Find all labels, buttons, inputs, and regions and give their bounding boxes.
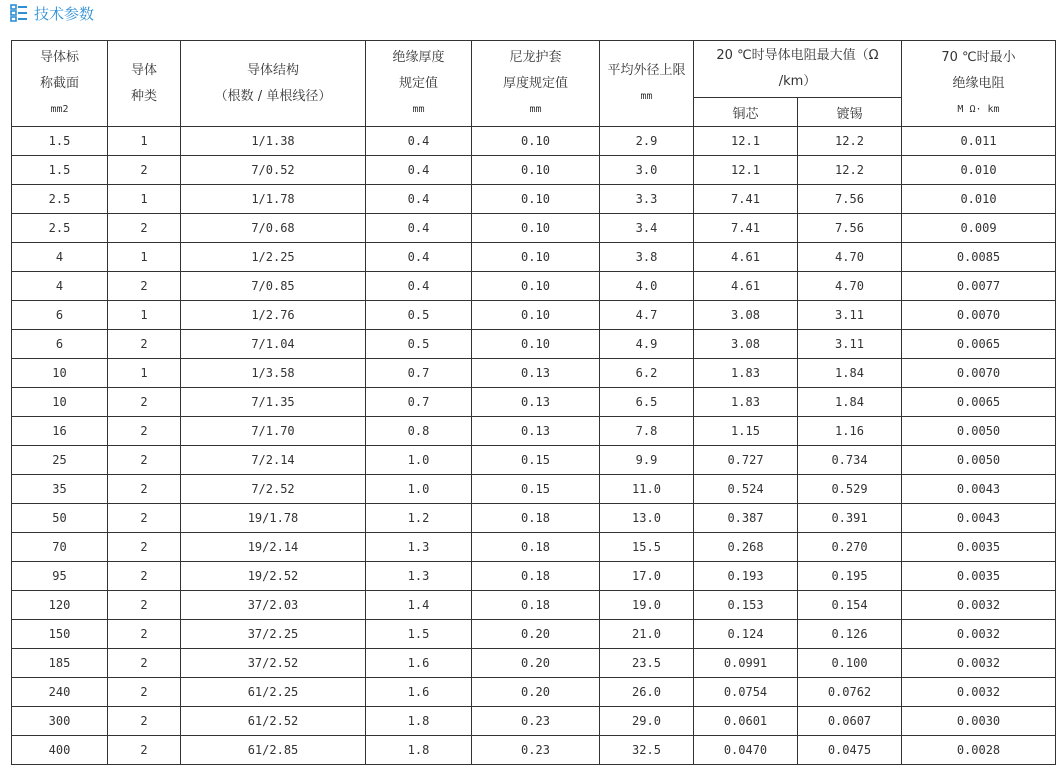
cell-insulation: 1.6 xyxy=(366,678,472,707)
cell-type: 1 xyxy=(108,301,181,330)
cell-diameter: 11.0 xyxy=(600,475,694,504)
cell-insulation: 0.4 xyxy=(366,127,472,156)
cell-type: 2 xyxy=(108,330,181,359)
cell-res-copper: 0.0991 xyxy=(694,649,798,678)
table-row xyxy=(12,272,1056,301)
cell-insulation: 0.5 xyxy=(366,330,472,359)
cell-type: 2 xyxy=(108,533,181,562)
cell-nylon: 0.13 xyxy=(472,388,600,417)
cell-res-tinned: 12.2 xyxy=(798,127,902,156)
cell-structure: 7/0.85 xyxy=(181,272,366,301)
cell-nylon: 0.15 xyxy=(472,475,600,504)
cell-res-tinned: 0.195 xyxy=(798,562,902,591)
table-row xyxy=(12,620,1056,649)
col-header-type: 导体 种类 xyxy=(108,41,181,127)
cell-diameter: 2.9 xyxy=(600,127,694,156)
cell-nylon: 0.10 xyxy=(472,185,600,214)
list-icon xyxy=(10,4,28,22)
cell-area: 150 xyxy=(12,620,108,649)
cell-insulation: 1.3 xyxy=(366,562,472,591)
cell-structure: 7/0.68 xyxy=(181,214,366,243)
table-row xyxy=(12,127,1056,156)
cell-nylon: 0.10 xyxy=(472,214,600,243)
cell-res-tinned: 4.70 xyxy=(798,272,902,301)
cell-structure: 61/2.25 xyxy=(181,678,366,707)
cell-res-tinned: 0.0762 xyxy=(798,678,902,707)
table-row xyxy=(12,736,1056,765)
cell-insulation-resistance: 0.0070 xyxy=(902,301,1056,330)
cell-diameter: 26.0 xyxy=(600,678,694,707)
cell-res-copper: 0.124 xyxy=(694,620,798,649)
cell-area: 10 xyxy=(12,388,108,417)
cell-insulation-resistance: 0.0032 xyxy=(902,649,1056,678)
cell-structure: 7/2.52 xyxy=(181,475,366,504)
cell-insulation-resistance: 0.009 xyxy=(902,214,1056,243)
cell-type: 2 xyxy=(108,736,181,765)
cell-res-copper: 0.0754 xyxy=(694,678,798,707)
cell-insulation-resistance: 0.0028 xyxy=(902,736,1056,765)
table-row xyxy=(12,707,1056,736)
table-row xyxy=(12,504,1056,533)
cell-diameter: 4.7 xyxy=(600,301,694,330)
cell-insulation: 0.7 xyxy=(366,388,472,417)
cell-area: 50 xyxy=(12,504,108,533)
cell-area: 1.5 xyxy=(12,156,108,185)
cell-diameter: 3.3 xyxy=(600,185,694,214)
cell-res-tinned: 1.84 xyxy=(798,388,902,417)
cell-area: 6 xyxy=(12,301,108,330)
cell-nylon: 0.10 xyxy=(472,243,600,272)
cell-diameter: 23.5 xyxy=(600,649,694,678)
cell-diameter: 4.9 xyxy=(600,330,694,359)
cell-res-copper: 4.61 xyxy=(694,272,798,301)
cell-insulation-resistance: 0.0032 xyxy=(902,591,1056,620)
cell-nylon: 0.15 xyxy=(472,446,600,475)
cell-area: 10 xyxy=(12,359,108,388)
table-row xyxy=(12,185,1056,214)
cell-insulation: 1.8 xyxy=(366,707,472,736)
cell-insulation-resistance: 0.0050 xyxy=(902,417,1056,446)
cell-res-tinned: 0.0475 xyxy=(798,736,902,765)
cell-diameter: 9.9 xyxy=(600,446,694,475)
cell-area: 4 xyxy=(12,243,108,272)
cell-res-tinned: 0.734 xyxy=(798,446,902,475)
cell-type: 2 xyxy=(108,620,181,649)
cell-res-copper: 12.1 xyxy=(694,156,798,185)
cell-nylon: 0.10 xyxy=(472,156,600,185)
cell-res-tinned: 3.11 xyxy=(798,330,902,359)
cell-area: 25 xyxy=(12,446,108,475)
cell-res-tinned: 0.391 xyxy=(798,504,902,533)
table-row xyxy=(12,243,1056,272)
cell-insulation-resistance: 0.0085 xyxy=(902,243,1056,272)
cell-nylon: 0.23 xyxy=(472,707,600,736)
cell-insulation: 1.0 xyxy=(366,446,472,475)
cell-res-tinned: 1.84 xyxy=(798,359,902,388)
cell-diameter: 3.0 xyxy=(600,156,694,185)
cell-structure: 61/2.85 xyxy=(181,736,366,765)
cell-structure: 1/1.38 xyxy=(181,127,366,156)
cell-nylon: 0.10 xyxy=(472,330,600,359)
cell-insulation: 1.0 xyxy=(366,475,472,504)
cell-structure: 1/2.25 xyxy=(181,243,366,272)
cell-res-copper: 3.08 xyxy=(694,301,798,330)
cell-insulation: 1.5 xyxy=(366,620,472,649)
cell-res-copper: 3.08 xyxy=(694,330,798,359)
cell-nylon: 0.20 xyxy=(472,649,600,678)
table-row xyxy=(12,591,1056,620)
cell-diameter: 3.4 xyxy=(600,214,694,243)
cell-insulation-resistance: 0.0050 xyxy=(902,446,1056,475)
cell-nylon: 0.18 xyxy=(472,562,600,591)
table-row xyxy=(12,214,1056,243)
cell-structure: 1/2.76 xyxy=(181,301,366,330)
cell-res-copper: 0.268 xyxy=(694,533,798,562)
cell-type: 2 xyxy=(108,214,181,243)
cell-type: 1 xyxy=(108,243,181,272)
col-header-diameter: 平均外径上限 mm xyxy=(600,41,694,127)
cell-nylon: 0.10 xyxy=(472,272,600,301)
table-row xyxy=(12,446,1056,475)
cell-area: 1.5 xyxy=(12,127,108,156)
cell-nylon: 0.10 xyxy=(472,127,600,156)
cell-nylon: 0.13 xyxy=(472,417,600,446)
cell-res-copper: 7.41 xyxy=(694,214,798,243)
cell-area: 185 xyxy=(12,649,108,678)
cell-type: 2 xyxy=(108,504,181,533)
cell-nylon: 0.20 xyxy=(472,678,600,707)
cell-area: 70 xyxy=(12,533,108,562)
cell-insulation-resistance: 0.0032 xyxy=(902,620,1056,649)
cell-structure: 37/2.52 xyxy=(181,649,366,678)
cell-insulation: 1.2 xyxy=(366,504,472,533)
cell-insulation: 0.4 xyxy=(366,214,472,243)
cell-res-tinned: 0.126 xyxy=(798,620,902,649)
cell-res-tinned: 12.2 xyxy=(798,156,902,185)
cell-res-tinned: 3.11 xyxy=(798,301,902,330)
col-header-nylon: 尼龙护套 厚度规定值 mm xyxy=(472,41,600,127)
table-row xyxy=(12,475,1056,504)
spec-table xyxy=(11,40,1056,765)
cell-insulation: 0.4 xyxy=(366,156,472,185)
cell-structure: 7/1.35 xyxy=(181,388,366,417)
cell-res-tinned: 0.529 xyxy=(798,475,902,504)
cell-res-tinned: 0.0607 xyxy=(798,707,902,736)
cell-diameter: 32.5 xyxy=(600,736,694,765)
cell-nylon: 0.10 xyxy=(472,301,600,330)
table-row xyxy=(12,156,1056,185)
cell-diameter: 29.0 xyxy=(600,707,694,736)
cell-diameter: 15.5 xyxy=(600,533,694,562)
cell-diameter: 17.0 xyxy=(600,562,694,591)
cell-type: 2 xyxy=(108,417,181,446)
col-header-insulation-resistance: 70 ℃时最小 绝缘电阻 M Ω· km xyxy=(902,41,1056,127)
cell-type: 2 xyxy=(108,562,181,591)
cell-res-copper: 12.1 xyxy=(694,127,798,156)
cell-nylon: 0.13 xyxy=(472,359,600,388)
table-body xyxy=(12,127,1056,765)
cell-area: 2.5 xyxy=(12,185,108,214)
cell-insulation: 0.5 xyxy=(366,301,472,330)
cell-type: 2 xyxy=(108,446,181,475)
table-row xyxy=(12,330,1056,359)
cell-insulation: 1.4 xyxy=(366,591,472,620)
cell-res-copper: 1.83 xyxy=(694,359,798,388)
cell-structure: 1/3.58 xyxy=(181,359,366,388)
cell-res-copper: 0.0470 xyxy=(694,736,798,765)
cell-diameter: 4.0 xyxy=(600,272,694,301)
cell-insulation-resistance: 0.0070 xyxy=(902,359,1056,388)
table-row xyxy=(12,301,1056,330)
cell-res-copper: 7.41 xyxy=(694,185,798,214)
cell-insulation-resistance: 0.0035 xyxy=(902,562,1056,591)
table-row xyxy=(12,562,1056,591)
cell-diameter: 7.8 xyxy=(600,417,694,446)
col-header-tinned: 镀锡 xyxy=(798,98,902,127)
cell-type: 2 xyxy=(108,678,181,707)
cell-structure: 37/2.03 xyxy=(181,591,366,620)
cell-res-copper: 0.0601 xyxy=(694,707,798,736)
cell-type: 2 xyxy=(108,649,181,678)
cell-type: 2 xyxy=(108,707,181,736)
cell-structure: 37/2.25 xyxy=(181,620,366,649)
cell-type: 1 xyxy=(108,185,181,214)
cell-structure: 19/1.78 xyxy=(181,504,366,533)
cell-insulation: 0.4 xyxy=(366,185,472,214)
cell-area: 6 xyxy=(12,330,108,359)
cell-type: 1 xyxy=(108,127,181,156)
cell-insulation: 0.7 xyxy=(366,359,472,388)
cell-structure: 7/1.04 xyxy=(181,330,366,359)
table-row xyxy=(12,533,1056,562)
section-title: 技术参数 xyxy=(34,4,95,23)
cell-diameter: 6.5 xyxy=(600,388,694,417)
cell-diameter: 3.8 xyxy=(600,243,694,272)
cell-area: 95 xyxy=(12,562,108,591)
cell-res-tinned: 4.70 xyxy=(798,243,902,272)
cell-res-tinned: 0.100 xyxy=(798,649,902,678)
cell-diameter: 6.2 xyxy=(600,359,694,388)
section-header xyxy=(10,2,94,24)
cell-insulation-resistance: 0.0035 xyxy=(902,533,1056,562)
cell-area: 35 xyxy=(12,475,108,504)
cell-res-copper: 0.727 xyxy=(694,446,798,475)
cell-res-copper: 0.524 xyxy=(694,475,798,504)
cell-structure: 1/1.78 xyxy=(181,185,366,214)
cell-area: 16 xyxy=(12,417,108,446)
col-header-area: 导体标 称截面 mm2 xyxy=(12,41,108,127)
cell-structure: 7/1.70 xyxy=(181,417,366,446)
cell-res-tinned: 1.16 xyxy=(798,417,902,446)
cell-res-tinned: 0.154 xyxy=(798,591,902,620)
cell-insulation-resistance: 0.0077 xyxy=(902,272,1056,301)
cell-nylon: 0.23 xyxy=(472,736,600,765)
cell-res-copper: 0.153 xyxy=(694,591,798,620)
table-row xyxy=(12,359,1056,388)
cell-area: 300 xyxy=(12,707,108,736)
cell-insulation: 0.4 xyxy=(366,272,472,301)
cell-insulation: 1.6 xyxy=(366,649,472,678)
cell-res-copper: 4.61 xyxy=(694,243,798,272)
cell-insulation-resistance: 0.0032 xyxy=(902,678,1056,707)
table-row xyxy=(12,678,1056,707)
cell-structure: 7/2.14 xyxy=(181,446,366,475)
cell-res-copper: 1.83 xyxy=(694,388,798,417)
table-row xyxy=(12,388,1056,417)
cell-insulation: 0.4 xyxy=(366,243,472,272)
cell-area: 240 xyxy=(12,678,108,707)
cell-area: 400 xyxy=(12,736,108,765)
cell-diameter: 19.0 xyxy=(600,591,694,620)
col-header-copper: 铜芯 xyxy=(694,98,798,127)
col-header-structure: 导体结构 （根数 / 单根线径） xyxy=(181,41,366,127)
cell-diameter: 13.0 xyxy=(600,504,694,533)
cell-nylon: 0.18 xyxy=(472,591,600,620)
cell-type: 2 xyxy=(108,156,181,185)
cell-nylon: 0.20 xyxy=(472,620,600,649)
cell-insulation-resistance: 0.0065 xyxy=(902,330,1056,359)
cell-structure: 19/2.52 xyxy=(181,562,366,591)
table-row xyxy=(12,649,1056,678)
cell-res-copper: 1.15 xyxy=(694,417,798,446)
col-header-resistance: 20 ℃时导体电阻最大值（Ω /km） xyxy=(694,41,902,98)
cell-insulation: 1.8 xyxy=(366,736,472,765)
cell-structure: 19/2.14 xyxy=(181,533,366,562)
cell-insulation-resistance: 0.0065 xyxy=(902,388,1056,417)
cell-type: 2 xyxy=(108,272,181,301)
cell-insulation-resistance: 0.0030 xyxy=(902,707,1056,736)
cell-insulation-resistance: 0.0043 xyxy=(902,504,1056,533)
col-header-insulation: 绝缘厚度 规定值 mm xyxy=(366,41,472,127)
cell-res-tinned: 7.56 xyxy=(798,185,902,214)
cell-area: 4 xyxy=(12,272,108,301)
cell-res-tinned: 7.56 xyxy=(798,214,902,243)
cell-type: 2 xyxy=(108,388,181,417)
table-row xyxy=(12,417,1056,446)
cell-diameter: 21.0 xyxy=(600,620,694,649)
cell-structure: 61/2.52 xyxy=(181,707,366,736)
cell-insulation-resistance: 0.010 xyxy=(902,156,1056,185)
cell-nylon: 0.18 xyxy=(472,533,600,562)
cell-insulation-resistance: 0.010 xyxy=(902,185,1056,214)
cell-type: 1 xyxy=(108,359,181,388)
cell-res-copper: 0.387 xyxy=(694,504,798,533)
cell-insulation: 0.8 xyxy=(366,417,472,446)
cell-area: 2.5 xyxy=(12,214,108,243)
cell-type: 2 xyxy=(108,591,181,620)
cell-insulation: 1.3 xyxy=(366,533,472,562)
cell-type: 2 xyxy=(108,475,181,504)
cell-res-copper: 0.193 xyxy=(694,562,798,591)
cell-nylon: 0.18 xyxy=(472,504,600,533)
cell-res-tinned: 0.270 xyxy=(798,533,902,562)
cell-area: 120 xyxy=(12,591,108,620)
cell-structure: 7/0.52 xyxy=(181,156,366,185)
cell-insulation-resistance: 0.011 xyxy=(902,127,1056,156)
cell-insulation-resistance: 0.0043 xyxy=(902,475,1056,504)
